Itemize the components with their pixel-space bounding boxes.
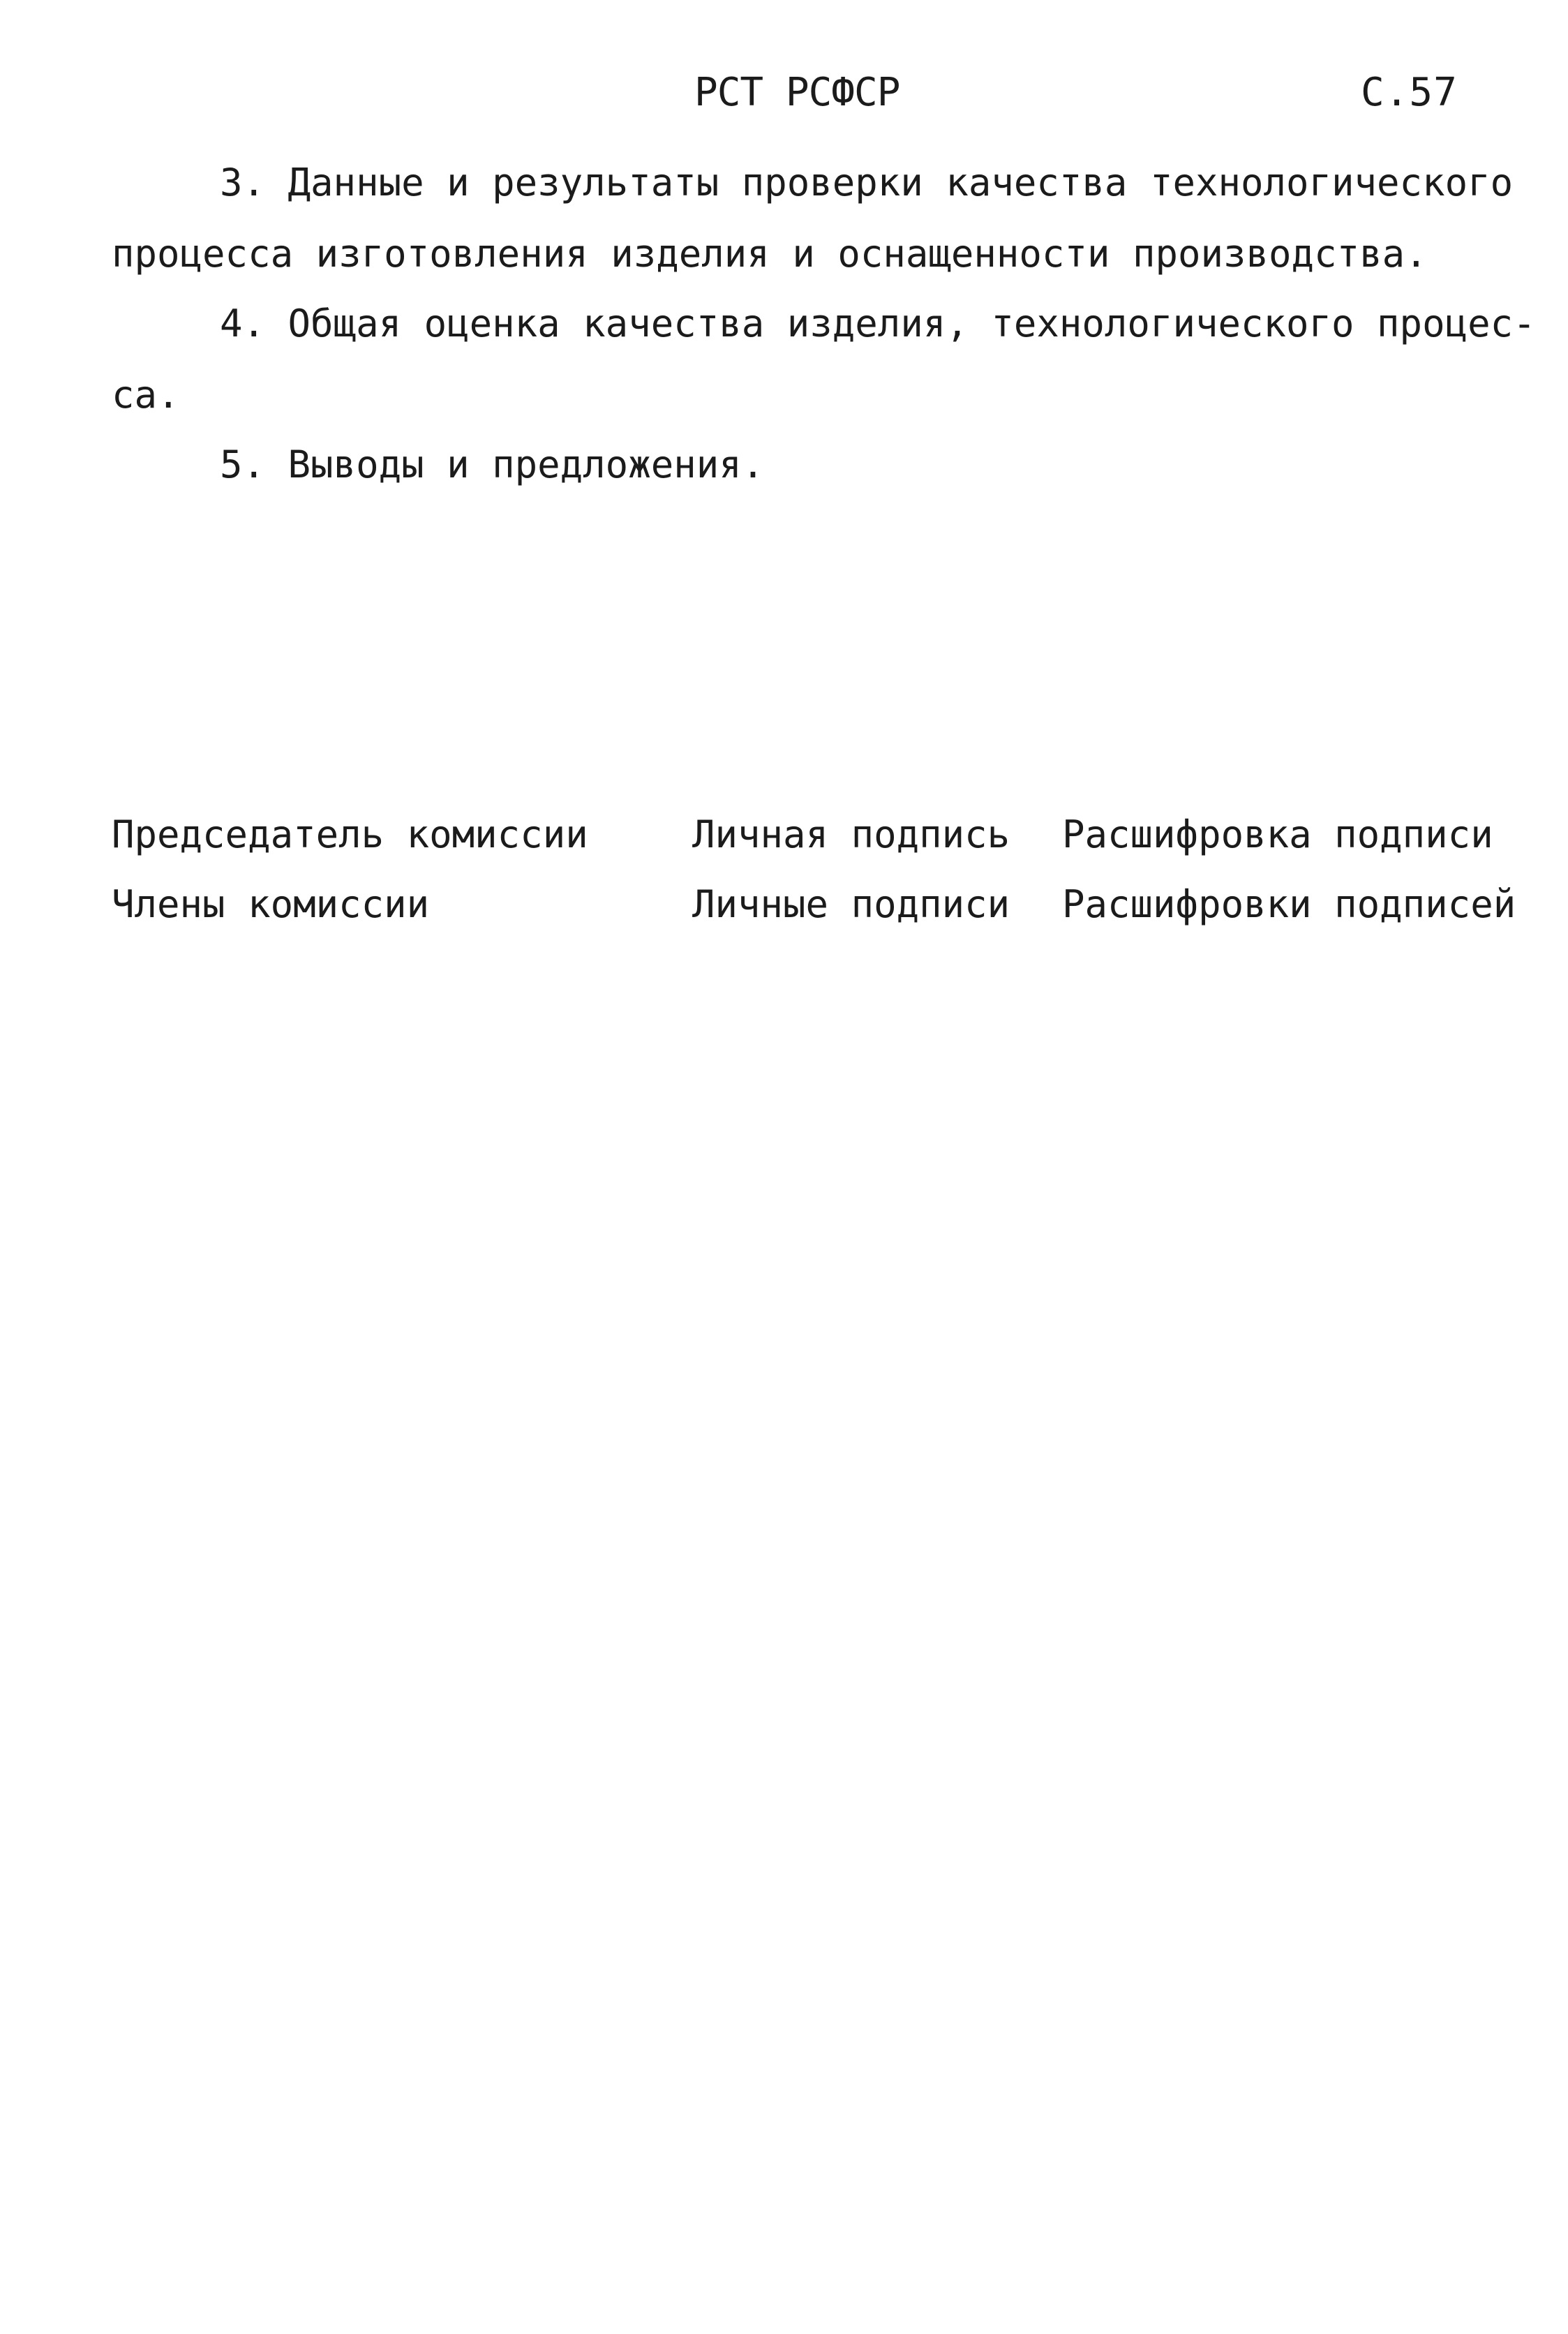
standard-header: РСТ РСФСР <box>694 70 900 115</box>
item-3-line-2: процесса изготовления изделия и оснащенности производства. <box>112 232 1428 276</box>
item-3-line-1: 3. Данные и результаты проверки качества технологического <box>220 161 1514 205</box>
item-5: 5. Выводы и предложения. <box>220 443 765 486</box>
signature-row-chairman <box>0 810 1568 865</box>
item-4-line-1: 4. Общая оценка качества изделия, технологического процес- <box>220 302 1536 345</box>
page-number: С.57 <box>1361 70 1458 115</box>
signature-transcript: Расшифровки подписей <box>1062 882 1516 926</box>
signature-field: Личные подписи <box>692 882 1010 926</box>
signature-field: Личная подпись <box>692 812 1010 856</box>
item-4-line-2: са. <box>112 373 180 417</box>
signature-row-members <box>0 879 1568 935</box>
signature-transcript: Расшифровка подписи <box>1062 812 1493 856</box>
signature-role: Члены комиссии <box>112 882 430 926</box>
signature-role: Председатель комиссии <box>112 812 588 856</box>
